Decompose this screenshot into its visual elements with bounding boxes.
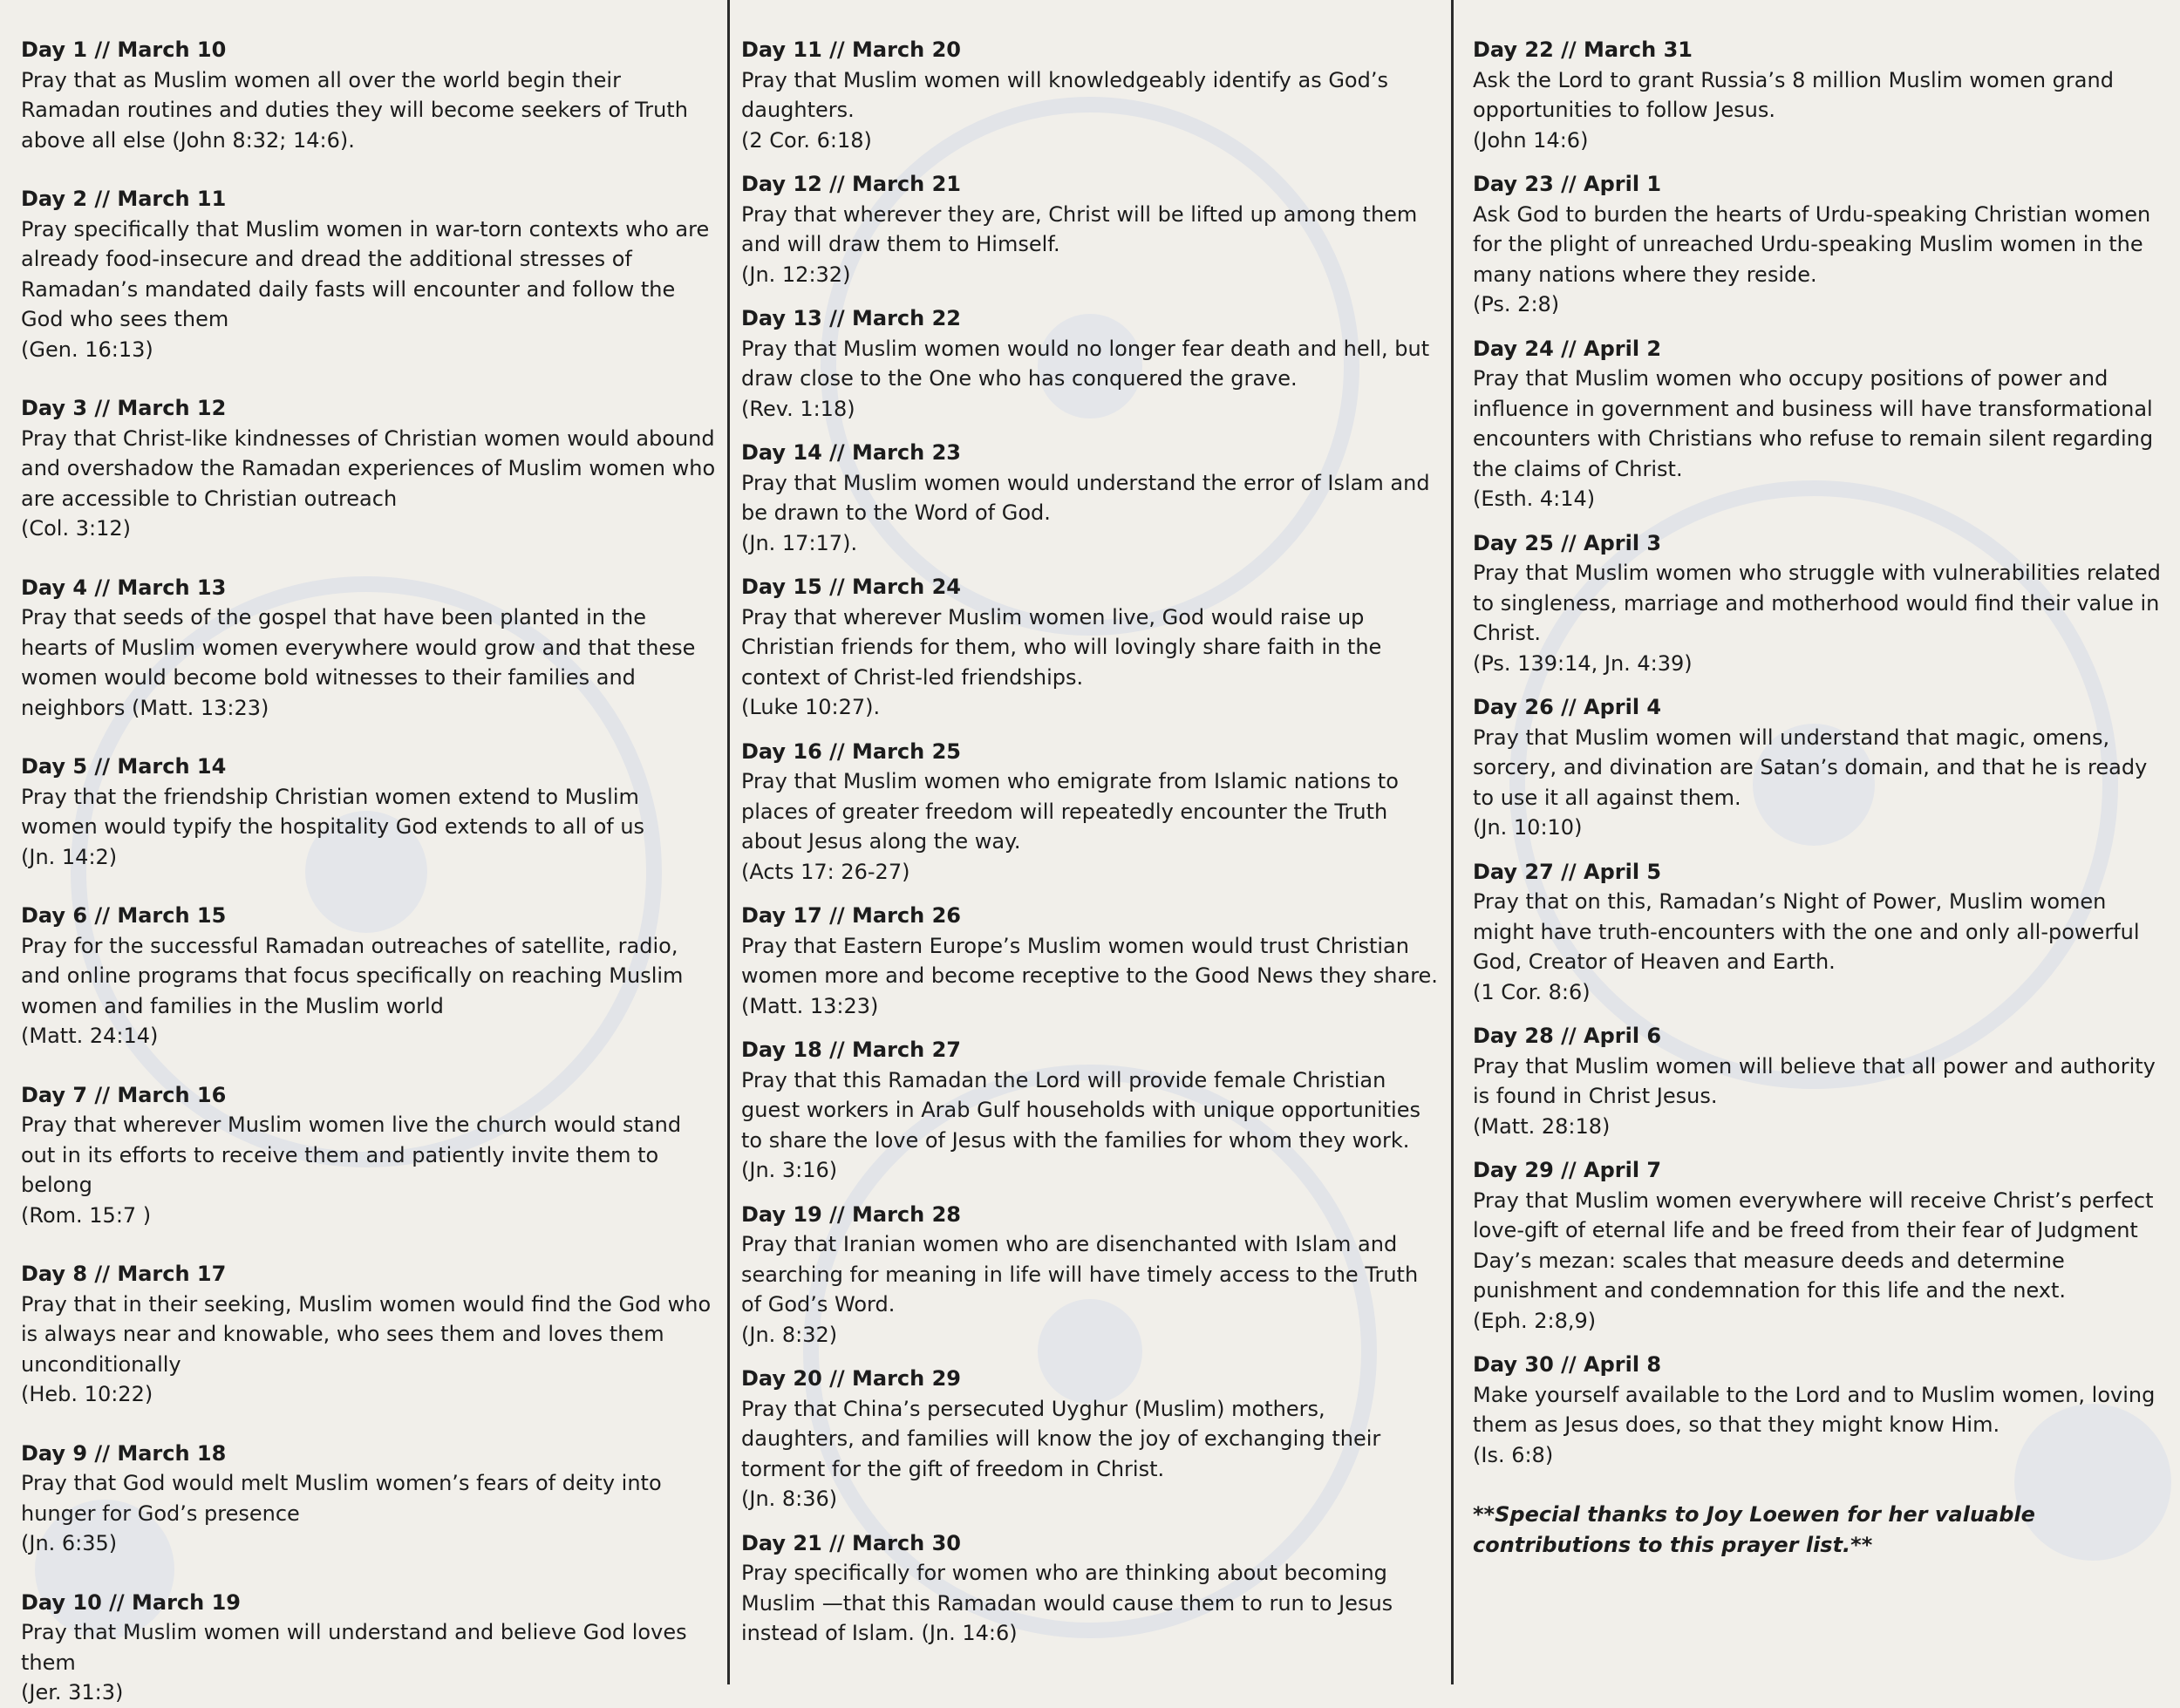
day-heading: Day 8 // March 17 <box>21 1262 227 1286</box>
prayer-text: Ask God to burden the hearts of Urdu-speaking Christian women for the plight of unreached Urdu-speaking Muslim women in the many nations where they reside. <box>1473 201 2151 287</box>
prayer-entry <box>1473 1021 2163 1141</box>
prayer-text: Pray that Muslim women everywhere will receive Christ’s perfect love-gift of eternal life and be freed from their fear of Judgment Day’s mezan: scales that measure deeds and determine punishment and condemnation for this life and the next. <box>1473 1187 2154 1303</box>
scripture-reference: (Acts 17: 26-27) <box>741 859 910 884</box>
prayer-column-2 <box>728 0 1454 1684</box>
scripture-reference: (Heb. 10:22) <box>21 1382 153 1406</box>
prayer-text: Pray specifically for women who are thinking about becoming Muslim —that this Ramadan would cause them to run to Jesus instead of Islam. (Jn. 14:6) <box>741 1561 1393 1645</box>
prayer-text: Ask the Lord to grant Russia’s 8 million Muslim women grand opportunities to follow Jesus. <box>1473 67 2114 122</box>
prayer-entry <box>1473 35 2163 155</box>
scripture-reference: (Luke 10:27). <box>741 695 881 719</box>
prayer-entry <box>21 393 716 544</box>
day-heading: Day 10 // March 19 <box>21 1589 241 1615</box>
scripture-reference: (Jn. 10:10) <box>1473 815 1583 840</box>
day-heading: Day 17 // March 26 <box>741 903 961 928</box>
prayer-entry <box>741 737 1438 888</box>
day-heading: Day 16 // March 25 <box>741 738 961 764</box>
day-heading: Day 19 // March 28 <box>741 1201 961 1227</box>
prayer-entry <box>741 35 1438 155</box>
prayer-text: Make yourself available to the Lord and to Muslim women, loving them as Jesus does, so that they might know Him. <box>1473 1382 2156 1437</box>
day-heading: Day 13 // March 22 <box>741 306 961 330</box>
day-heading: Day 26 // April 4 <box>1473 695 1662 719</box>
prayer-entry <box>741 169 1438 289</box>
prayer-text: Pray that Eastern Europe’s Muslim women would trust Christian women more and become receptive to the Good News they share. <box>741 933 1438 988</box>
scripture-reference: (Jn. 17:17). <box>741 530 858 555</box>
day-heading: Day 18 // March 27 <box>741 1038 961 1062</box>
prayer-text: Pray that Muslim women will understand that magic, omens, sorcery, and divination are Satan’s domain, and that he is ready to use it all against them. <box>1473 725 2148 810</box>
day-heading: Day 25 // April 3 <box>1473 530 1662 555</box>
prayer-text: Pray that Muslim women who emigrate from Islamic nations to places of greater freedom will repeatedly encounter the Truth about Jesus along the way. <box>741 769 1399 854</box>
prayer-text: Pray that Iranian women who are disenchanted with Islam and searching for meaning in life will have timely access to the Truth of God’s Word. <box>741 1232 1419 1317</box>
special-thanks-note: **Special thanks to Joy Loewen for her valuable contributions to this prayer list.** <box>1473 1502 2035 1557</box>
column-divider-right <box>1451 0 1454 1684</box>
prayer-entry <box>741 901 1438 1021</box>
day-heading: Day 27 // April 5 <box>1473 859 1662 884</box>
day-heading: Day 22 // March 31 <box>1473 37 1693 62</box>
prayer-text: Pray that Christ-like kindnesses of Christian women would abound and overshadow the Ramadan experiences of Muslim women who are accessible to Christian outreach <box>21 425 716 511</box>
prayer-entry <box>21 184 716 364</box>
prayer-entry <box>1473 1155 2163 1336</box>
scripture-reference: (Esth. 4:14) <box>1473 487 1596 511</box>
scripture-reference: (2 Cor. 6:18) <box>741 127 872 153</box>
prayer-text: Pray that Muslim women will understand and believe God loves them <box>21 1620 687 1675</box>
scripture-reference: (Col. 3:12) <box>21 516 131 541</box>
prayer-text: Pray that Muslim women would no longer fear death and hell, but draw close to the One who has conquered the grave. <box>741 336 1430 391</box>
prayer-text: Pray for the successful Ramadan outreaches of satellite, radio, and online programs that focus specifically on reaching Muslim women and families in the Muslim world <box>21 933 684 1018</box>
prayer-entry <box>741 1528 1438 1649</box>
prayer-entry <box>1473 169 2163 320</box>
day-heading: Day 5 // March 14 <box>21 754 227 779</box>
prayer-entry <box>21 35 716 155</box>
day-heading: Day 20 // March 29 <box>741 1366 961 1391</box>
column-divider-left <box>727 0 730 1684</box>
day-heading: Day 2 // March 11 <box>21 187 227 211</box>
prayer-text: Pray that Muslim women will believe that all power and authority is found in Christ Jesus. <box>1473 1053 2156 1108</box>
day-heading: Day 1 // March 10 <box>21 37 227 62</box>
scripture-reference: (Matt. 13:23) <box>741 993 879 1018</box>
scripture-reference: (Rev. 1:18) <box>741 396 855 421</box>
day-heading: Day 11 // March 20 <box>741 37 961 62</box>
prayer-text: Pray that as Muslim women all over the world begin their Ramadan routines and duties they will become seekers of Truth above all else (John 8:32; 14:6). <box>21 67 688 153</box>
scripture-reference: (Rom. 15:7 ) <box>21 1202 152 1228</box>
prayer-text: Pray that on this, Ramadan’s Night of Power, Muslim women might have truth-encounters with the one and only all-powerful God, Creator of Heaven and Earth. <box>1473 889 2140 974</box>
prayer-text: Pray that Muslim women will knowledgeably identify as God’s daughters. <box>741 67 1388 122</box>
prayer-text: Pray that wherever Muslim women live the church would stand out in its efforts to receive them and patiently invite them to belong <box>21 1113 682 1197</box>
scripture-reference: (Matt. 28:18) <box>1473 1113 1611 1139</box>
prayer-entry <box>1473 1350 2163 1470</box>
scripture-reference: (Jn. 3:16) <box>741 1158 838 1182</box>
day-heading: Day 29 // April 7 <box>1473 1158 1662 1182</box>
prayer-column-1 <box>0 0 728 1705</box>
prayer-entry <box>741 303 1438 424</box>
prayer-entry <box>741 1200 1438 1351</box>
scripture-reference: (Jn. 14:2) <box>21 844 118 869</box>
prayer-entry <box>741 438 1438 558</box>
prayer-text: Pray that seeds of the gospel that have been planted in the hearts of Muslim women everywhere would grow and that these women would become bold witnesses to their families and neighbors (Matt. 13:23) <box>21 605 696 720</box>
day-heading: Day 7 // March 16 <box>21 1082 227 1107</box>
scripture-reference: (Gen. 16:13) <box>21 337 153 362</box>
scripture-reference: (1 Cor. 8:6) <box>1473 979 1591 1004</box>
scripture-reference: (Jer. 31:3) <box>21 1680 124 1705</box>
prayer-text: Pray that Muslim women who occupy positions of power and influence in government and business will have transformational encounters with Christians who refuse to remain silent regarding the claims of Christ. <box>1473 366 2154 481</box>
scripture-reference: (Jn. 8:36) <box>741 1487 838 1511</box>
prayer-text: Pray that wherever they are, Christ will be lifted up among them and will draw them to Himself. <box>741 201 1418 256</box>
day-heading: Day 23 // April 1 <box>1473 172 1662 196</box>
prayer-entry <box>21 1080 716 1231</box>
scripture-reference: (Is. 6:8) <box>1473 1442 1554 1467</box>
day-heading: Day 15 // March 24 <box>741 575 961 599</box>
scripture-reference: (Eph. 2:8,9) <box>1473 1308 1597 1333</box>
prayer-column-3 <box>1454 0 2180 1684</box>
day-heading: Day 30 // April 8 <box>1473 1352 1662 1377</box>
day-heading: Day 24 // April 2 <box>1473 336 1662 361</box>
scripture-reference: (Matt. 24:14) <box>21 1024 159 1048</box>
scripture-reference: (Jn. 6:35) <box>21 1531 118 1555</box>
prayer-entry <box>741 572 1438 723</box>
scripture-reference: (Jn. 12:32) <box>741 262 851 287</box>
day-heading: Day 4 // March 13 <box>21 575 227 600</box>
prayer-entry <box>21 1588 716 1708</box>
scripture-reference: (John 14:6) <box>1473 127 1589 153</box>
day-heading: Day 9 // March 18 <box>21 1440 227 1466</box>
prayer-entry <box>741 1364 1438 1514</box>
day-heading: Day 6 // March 15 <box>21 903 227 928</box>
day-heading: Day 28 // April 6 <box>1473 1024 1662 1048</box>
prayer-text: Pray that China’s persecuted Uyghur (Muslim) mothers, daughters, and families will know the joy of exchanging their torment for the gift of freedom in Christ. <box>741 1396 1381 1481</box>
prayer-entry <box>21 1439 716 1559</box>
prayer-entry <box>1473 692 2163 843</box>
prayer-text: Pray that the friendship Christian women extend to Muslim women would typify the hospitality God extends to all of us <box>21 784 645 839</box>
day-heading: Day 3 // March 12 <box>21 396 227 420</box>
prayer-entry <box>1473 528 2163 679</box>
prayer-entry <box>21 752 716 872</box>
prayer-entry <box>21 901 716 1051</box>
scripture-reference: (Jn. 8:32) <box>741 1322 838 1347</box>
day-heading: Day 14 // March 23 <box>741 440 961 465</box>
prayer-text: Pray that God would melt Muslim women’s fears of deity into hunger for God’s presence <box>21 1471 662 1526</box>
day-heading: Day 12 // March 21 <box>741 172 961 196</box>
prayer-entry <box>1473 857 2163 1008</box>
scripture-reference: (Ps. 2:8) <box>1473 292 1560 316</box>
scripture-reference: (Ps. 139:14, Jn. 4:39) <box>1473 650 1693 676</box>
prayer-text: Pray specifically that Muslim women in war-torn contexts who are already food-insecure and dread the additional stresses of Ramadan’s mandated daily fasts will encounter and follow the God who sees them <box>21 216 710 331</box>
prayer-text: Pray that Muslim women who struggle with vulnerabilities related to singleness, marriage and motherhood would find their value in Christ. <box>1473 561 2161 645</box>
prayer-entry <box>1473 334 2163 514</box>
prayer-text: Pray that in their seeking, Muslim women would find the God who is always near and knowable, who sees them and loves them unconditionally <box>21 1291 712 1377</box>
prayer-text: Pray that this Ramadan the Lord will provide female Christian guest workers in Arab Gulf households with unique opportunities to share the love of Jesus with the families for whom they work. <box>741 1067 1420 1153</box>
prayer-text: Pray that Muslim women would understand the error of Islam and be drawn to the Word of God. <box>741 470 1430 525</box>
prayer-entry <box>21 1259 716 1410</box>
prayer-entry <box>741 1035 1438 1186</box>
prayer-text: Pray that wherever Muslim women live, God would raise up Christian friends for them, who will lovingly share faith in the context of Christ-led friendships. <box>741 604 1382 690</box>
day-heading: Day 21 // March 30 <box>741 1530 961 1555</box>
prayer-entry <box>21 573 716 724</box>
